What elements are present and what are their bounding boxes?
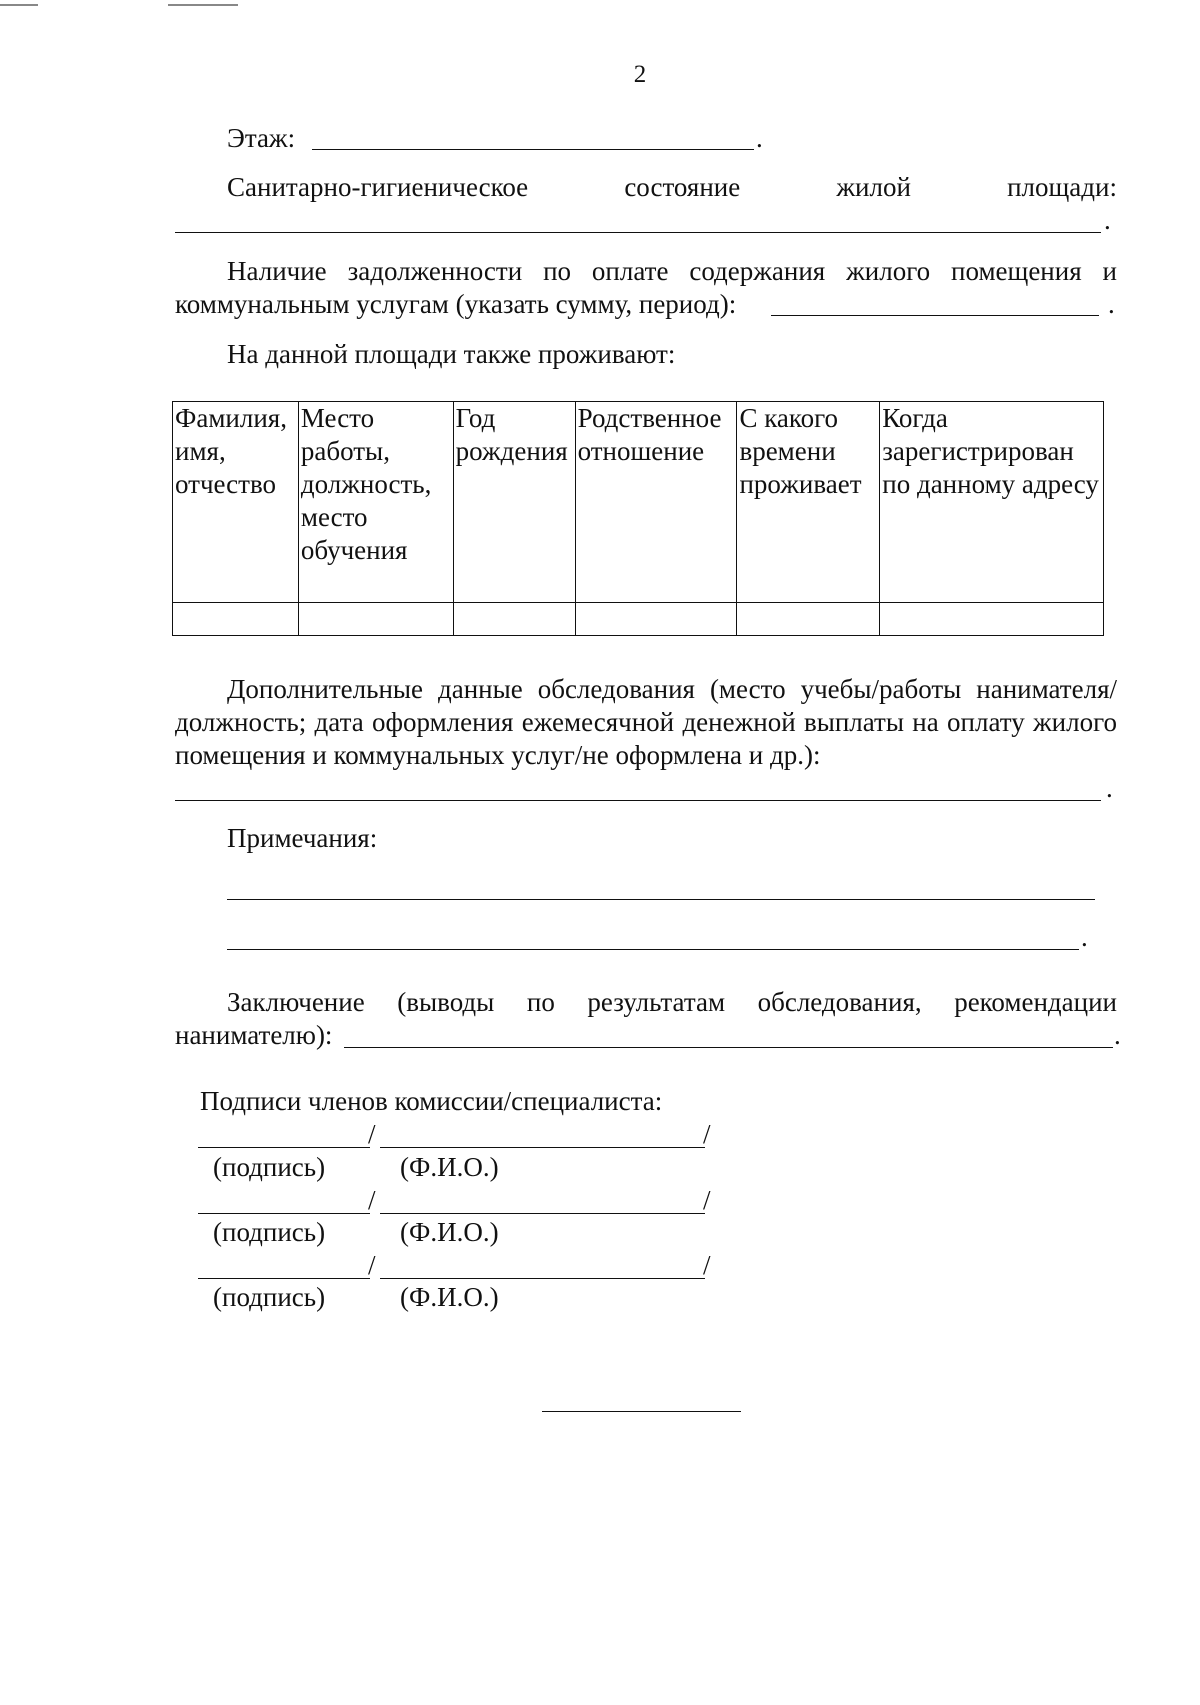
notes-blank-line-2[interactable] (227, 949, 1079, 950)
name-line[interactable] (380, 1278, 705, 1279)
debt-text: Наличие задолженности по оплате содержания жилого помещения и (227, 256, 1117, 286)
name-slash: / (703, 1250, 711, 1280)
residents-intro: На данной площади также проживают: (227, 339, 676, 369)
end-divider (542, 1411, 741, 1412)
conclusion-blank-line[interactable] (344, 1047, 1113, 1048)
signatures-title: Подписи членов комиссии/специалиста: (200, 1086, 663, 1116)
debt-end: . (1108, 289, 1115, 319)
signature-caption: (подпись) (213, 1152, 326, 1182)
table-row (173, 603, 1104, 636)
name-slash: / (703, 1119, 711, 1149)
notes-blank-line-1[interactable] (227, 899, 1095, 900)
scan-artifact (168, 4, 238, 6)
column-header: Родственное отношение (575, 402, 737, 603)
scan-artifact (0, 4, 38, 6)
table-header-row (173, 402, 1104, 603)
signature-line[interactable] (198, 1213, 370, 1214)
table-cell[interactable] (298, 603, 453, 636)
column-header: С какого времени проживает (737, 402, 880, 603)
residents-table (172, 401, 1104, 636)
sanitary-word: площади: (1007, 172, 1117, 202)
additional-end: . (1106, 773, 1113, 803)
table-cell[interactable] (737, 603, 880, 636)
additional-blank-line[interactable] (175, 800, 1101, 801)
additional-text: Дополнительные данные обследования (место учебы/работы нанимателя/должность; дата оформления ежемесячной денежной выплаты на оплату жилого помещения и коммунальных услуг/не оформлена и др.): (175, 674, 1117, 770)
page-number: 2 (633, 61, 647, 88)
floor-blank-line[interactable] (312, 149, 754, 150)
table-cell[interactable] (575, 603, 737, 636)
name-slash: / (703, 1185, 711, 1215)
conclusion-text-line2: нанимателю): (175, 1020, 333, 1050)
notes-end: . (1081, 922, 1088, 952)
name-line[interactable] (380, 1213, 705, 1214)
sanitary-word: Санитарно-гигиеническое (227, 172, 529, 202)
signature-line[interactable] (198, 1147, 370, 1148)
conclusion-text: Заключение (выводы по результатам обследования, рекомендации (227, 987, 1117, 1017)
signature-slash: / (368, 1185, 376, 1215)
column-header: Фамилия, имя, отчество (173, 402, 299, 603)
signature-slash: / (368, 1250, 376, 1280)
notes-label: Примечания: (227, 823, 378, 853)
table-cell[interactable] (173, 603, 299, 636)
floor-field (227, 122, 787, 155)
debt-blank-line[interactable] (771, 315, 1099, 316)
table-cell[interactable] (453, 603, 575, 636)
name-caption: (Ф.И.О.) (400, 1152, 499, 1182)
name-line[interactable] (380, 1147, 705, 1148)
sanitary-word: жилой (836, 172, 911, 202)
signature-caption: (подпись) (213, 1217, 326, 1247)
sanitary-blank-line[interactable] (175, 232, 1101, 233)
table-cell[interactable] (880, 603, 1104, 636)
column-header: Место работы, должность, место обучения (298, 402, 453, 603)
signature-line[interactable] (198, 1278, 370, 1279)
conclusion-end: . (1114, 1020, 1121, 1050)
signature-slash: / (368, 1119, 376, 1149)
floor-end: . (756, 123, 763, 153)
signature-caption: (подпись) (213, 1282, 326, 1312)
column-header: Год рождения (453, 402, 575, 603)
sanitary-word: состояние (624, 172, 741, 202)
name-caption: (Ф.И.О.) (400, 1282, 499, 1312)
column-header: Когда зарегистрирован по данному адресу (880, 402, 1104, 603)
sanitary-heading (227, 171, 1117, 204)
sanitary-end: . (1104, 205, 1111, 235)
floor-label: Этаж: (227, 123, 296, 153)
name-caption: (Ф.И.О.) (400, 1217, 499, 1247)
debt-text-line2: коммунальным услугам (указать сумму, период): (175, 289, 737, 319)
